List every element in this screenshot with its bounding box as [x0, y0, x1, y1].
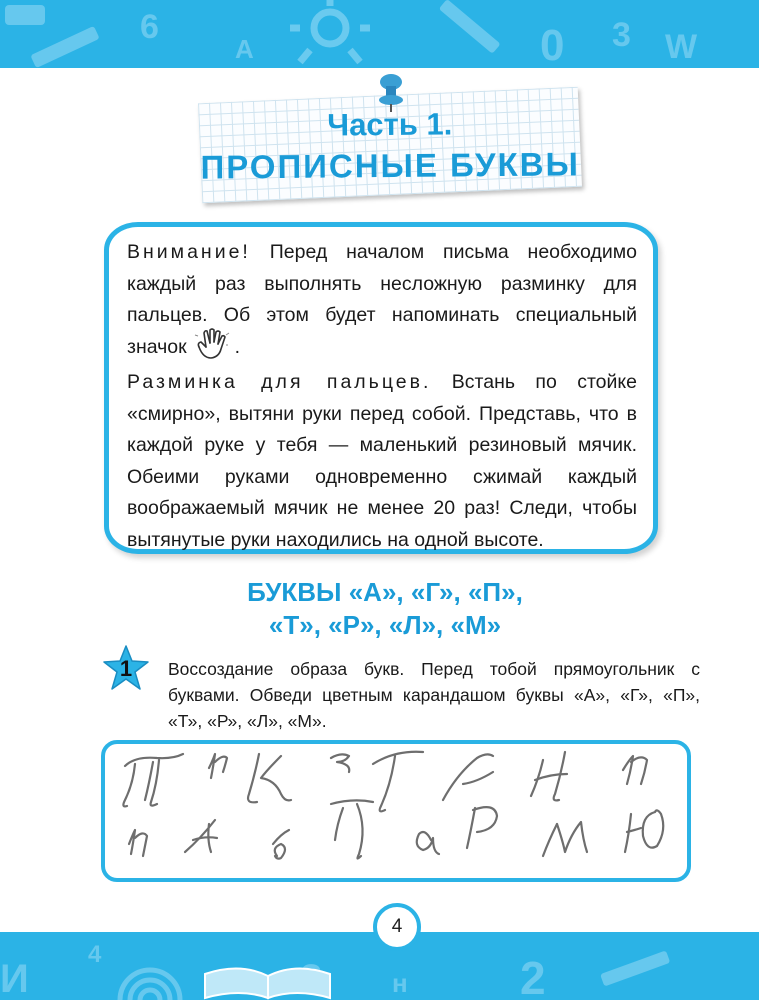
- svg-text:6: 6: [140, 8, 159, 46]
- svg-text:A: A: [235, 34, 254, 64]
- svg-text:н: н: [392, 968, 408, 998]
- svg-text:W: W: [665, 28, 698, 66]
- exercise-number: 1: [119, 656, 133, 681]
- page-number: 4: [373, 903, 421, 951]
- warmup-title: Разминка для пальцев.: [127, 371, 432, 393]
- hand-icon: [193, 327, 233, 361]
- letters-heading: [170, 576, 600, 642]
- svg-text:4: 4: [88, 941, 102, 968]
- header-decoration-band: [0, 0, 759, 68]
- notice-paragraph-1-end: .: [234, 335, 241, 358]
- notice-paragraph-2: [127, 367, 637, 556]
- notice-box: [104, 222, 658, 554]
- svg-text:2: 2: [520, 952, 546, 1000]
- svg-text:И: И: [0, 957, 29, 1000]
- handwritten-letters-icon: [105, 744, 687, 878]
- letters-tracing-box: [101, 740, 691, 882]
- part-title: ПРОПИСНЫЕ БУКВЫ: [200, 145, 580, 186]
- decoration-pattern-icon: [0, 0, 759, 68]
- exercise-instructions: Воссоздание образа букв. Перед тобой прямоугольник с буквами. Обведи цветным карандашом буквы «А», «Г», «П», «Т», «Р», «Л», «М».: [168, 659, 700, 731]
- notice-paragraph-1-text: Перед началом письма необходимо каждый раз выполнять несложную разминку для пальцев. Об этом будет напоминать специальный значок: [127, 241, 637, 358]
- notice-lead-word: Внимание!: [127, 241, 251, 263]
- notice-paragraph-1: [127, 237, 637, 363]
- svg-text:3: 3: [612, 16, 631, 54]
- svg-text:0: 0: [540, 21, 565, 68]
- part-label: Часть 1.: [327, 106, 453, 143]
- letters-heading-line-1: БУКВЫ «А», «Г», «П»,: [247, 577, 523, 607]
- page-title: [200, 106, 581, 187]
- letters-heading-line-2: «Т», «Р», «Л», «М»: [268, 610, 502, 640]
- notice-paragraph-2-text: Встань по стойке «смирно», вытяни руки перед собой. Представь, что в каждой руке у тебя — маленький резиновый мячик. Обеими руками одновременно сжимай каждый воображаемый мячик не менее 20 раз! Следи, чтобы вытянутые руки находились на одной высоте.: [127, 371, 638, 551]
- book-icon: [205, 968, 330, 998]
